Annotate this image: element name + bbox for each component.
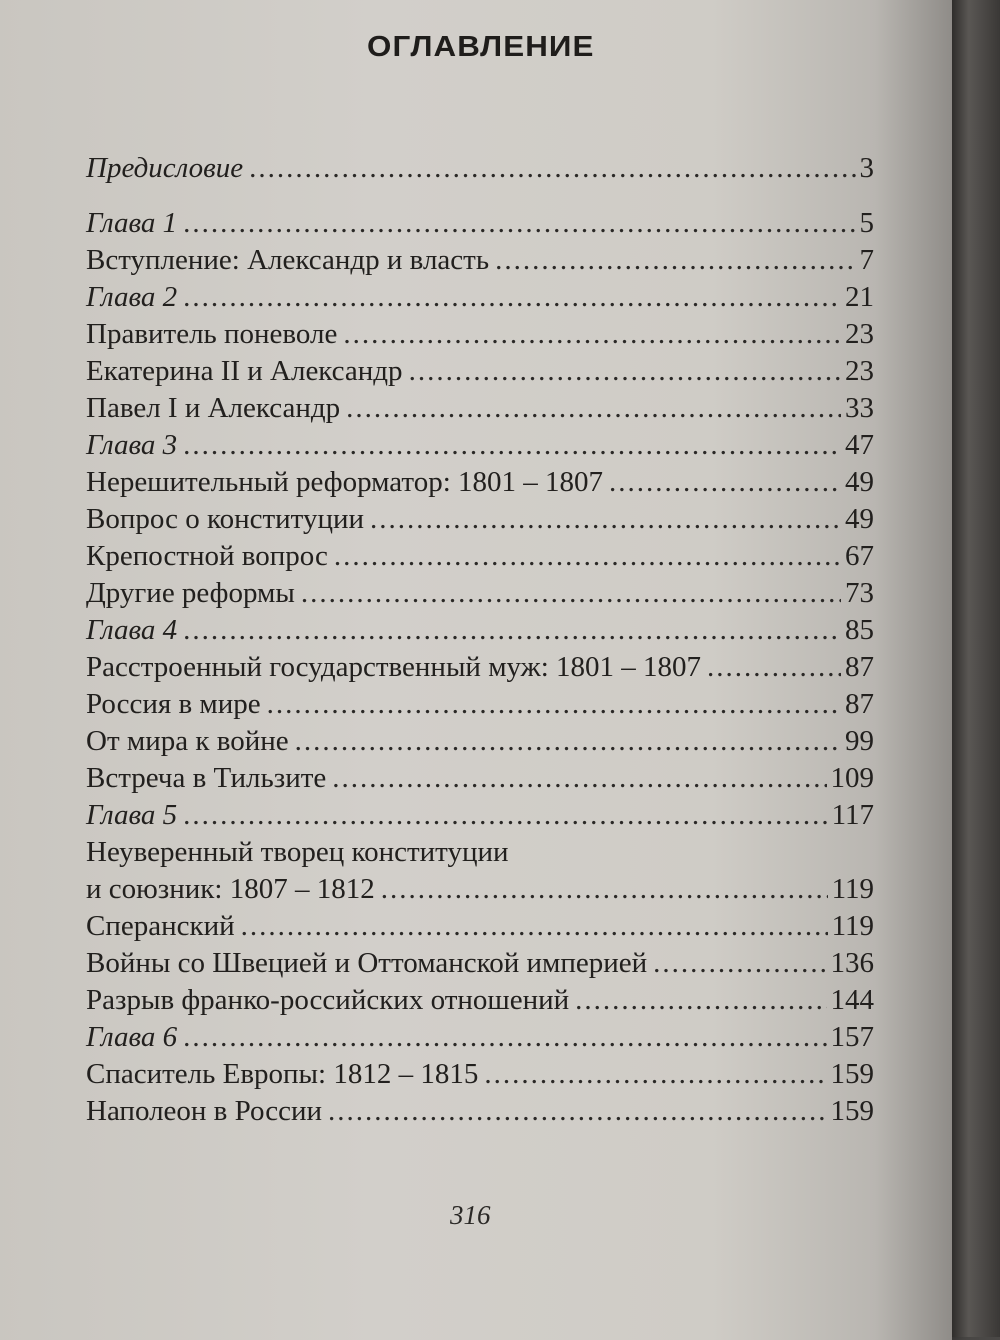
toc-entry: Вопрос о конституции ..... 49 [86, 501, 874, 538]
toc-entry: Спаситель Европы: 1812 – 1815 ..... 159 [86, 1056, 874, 1093]
toc-entry: Крепостной вопрос ..... 67 [86, 538, 874, 575]
table-of-contents [86, 150, 874, 1130]
toc-entry: Глава 6 ..... 157 [86, 1019, 874, 1056]
toc-entry: Нерешительный реформатор: 1801 – 1807 ..... 49 [86, 464, 874, 501]
toc-entry: Неуверенный творец конституции [86, 836, 509, 868]
toc-entry: Екатерина II и Александр ..... 23 [86, 353, 874, 390]
page-number: 316 [450, 1200, 491, 1230]
toc-entry: Наполеон в России ..... 159 [86, 1093, 874, 1130]
toc-entry: Войны со Швецией и Оттоманской империей ..... 136 [86, 945, 874, 982]
toc-entry: Вступление: Александр и власть ..... 7 [86, 242, 874, 279]
toc-entry: От мира к войне ..... 99 [86, 723, 874, 760]
toc-entry: Встреча в Тильзите ..... 109 [86, 760, 874, 797]
toc-entry: Предисловие ..... 3 [86, 150, 874, 187]
toc-entry: и союзник: 1807 – 1812 ..... 119 [86, 871, 874, 908]
toc-heading: ОГЛАВЛЕНИЕ [367, 31, 595, 63]
toc-entry: Сперанский ..... 119 [86, 908, 874, 945]
toc-entry: Глава 3 ..... 47 [86, 427, 874, 464]
toc-entry: Россия в мире ..... 87 [86, 686, 874, 723]
toc-entry: Глава 1 ..... 5 [86, 205, 874, 242]
toc-entry: Глава 5 ..... 117 [86, 797, 874, 834]
toc-entry: Глава 2 ..... 21 [86, 279, 874, 316]
toc-entry: Расстроенный государственный муж: 1801 – 1807 ..... 87 [86, 649, 874, 686]
toc-entry: Разрыв франко-российских отношений ..... 144 [86, 982, 874, 1019]
toc-entry: Другие реформы ..... 73 [86, 575, 874, 612]
next-page-edge [952, 0, 1000, 1337]
toc-entry: Павел I и Александр ..... 33 [86, 390, 874, 427]
toc-entry: Правитель поневоле ..... 23 [86, 316, 874, 353]
toc-entry: Глава 4 ..... 85 [86, 612, 874, 649]
